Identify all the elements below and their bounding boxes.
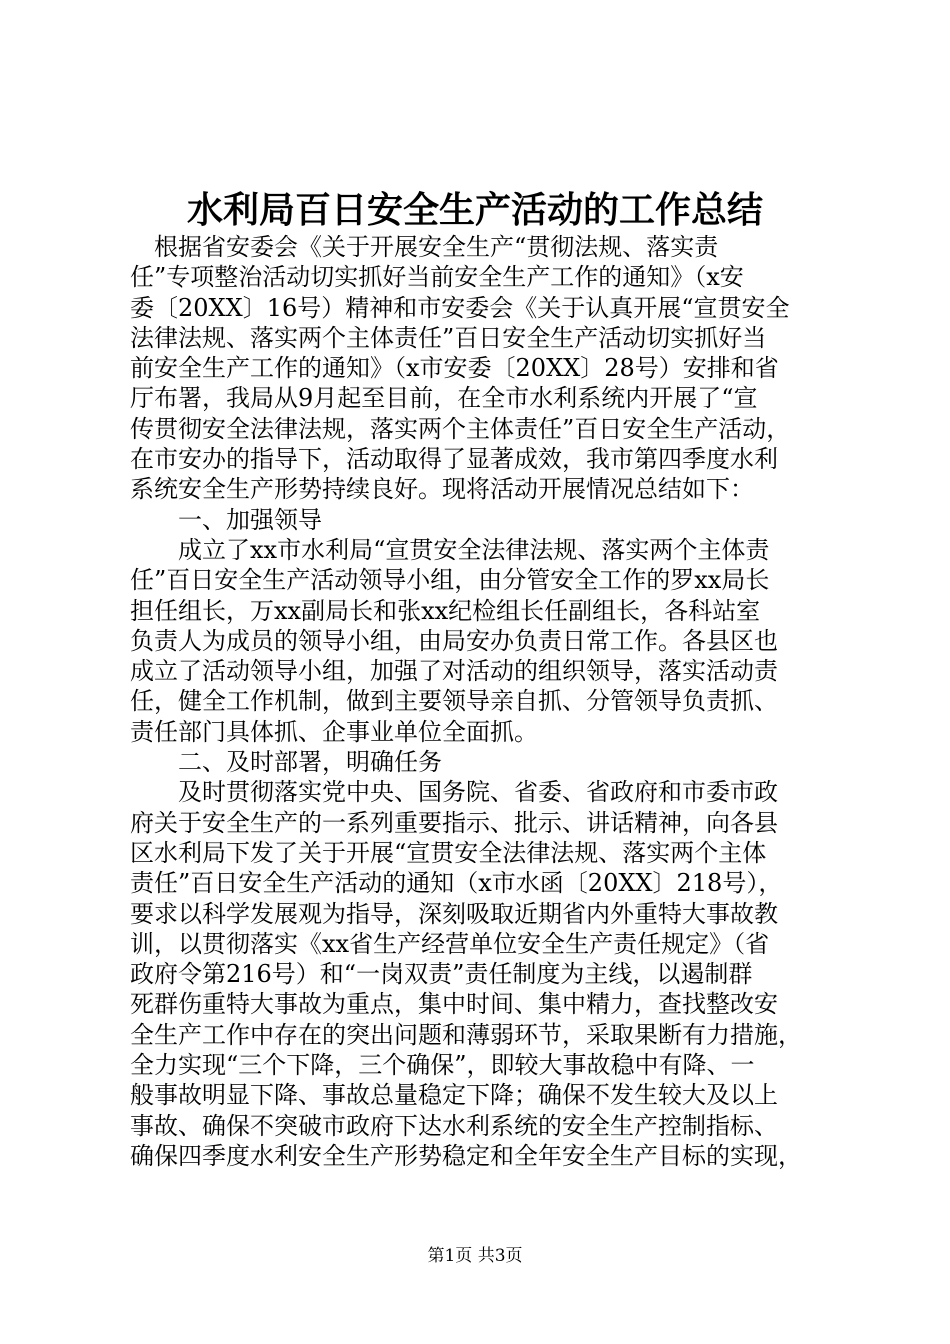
text-line: 根据省安委会《关于开展安全生产“贯彻法规、落实责 xyxy=(130,233,719,261)
text-line: 任”专项整治活动切实抓好当前安全生产工作的通知》（x安 xyxy=(130,263,744,292)
text-line: 前安全生产工作的通知》（x市安委〔20XX〕28号）安排和省 xyxy=(130,354,779,383)
text-line: 负责人为成员的领导小组，由局安办负责日常工作。各县区也 xyxy=(130,626,778,655)
text-line: 成立了活动领导小组，加强了对活动的组织领导，落实活动责 xyxy=(130,657,778,686)
text-line: 区水利局下发了关于开展“宣贯安全法律法规、落实两个主体 xyxy=(130,838,767,867)
text-line: 厅布署，我局从9月起至目前，在全市水利系统内开展了“宣 xyxy=(130,384,758,413)
text-line: 政府令第216号）和“一岗双责”责任制度为主线，以遏制群 xyxy=(130,960,753,989)
text-line: 事故、确保不突破市政府下达水利系统的安全生产控制指标、 xyxy=(130,1111,778,1140)
text-line: 般事故明显下降、事故总量稳定下降；确保不发生较大及以上 xyxy=(130,1081,778,1110)
text-line: 训，以贯彻落实《xx省生产经营单位安全生产责任规定》（省 xyxy=(130,929,770,958)
section-heading: 一、加强领导 xyxy=(130,505,322,534)
document-body xyxy=(130,232,830,1171)
text-line: 府关于安全生产的一系列重要指示、批示、讲话精神，向各县 xyxy=(130,808,778,837)
text-line: 传贯彻安全法律法规，落实两个主体责任”百日安全生产活动， xyxy=(130,414,791,443)
page-number-footer: 第1页 共3页 xyxy=(427,1246,523,1266)
text-line: 法律法规、落实两个主体责任”百日安全生产活动切实抓好当 xyxy=(130,323,767,352)
text-line: 任”百日安全生产活动领导小组，由分管安全工作的罗xx局长 xyxy=(130,566,770,595)
text-line: 责任部门具体抓、企事业单位全面抓。 xyxy=(130,717,538,746)
text-line: 任，健全工作机制，做到主要领导亲自抓、分管领导负责抓、 xyxy=(130,687,778,716)
text-line: 确保四季度水利安全生产形势稳定和全年安全生产目标的实现， xyxy=(130,1141,802,1170)
text-line: 委〔20XX〕16号）精神和市安委会《关于认真开展“宣贯安全 xyxy=(130,293,790,322)
text-line: 在市安办的指导下，活动取得了显著成效，我市第四季度水利 xyxy=(130,445,778,474)
text-line: 要求以科学发展观为指导，深刻吸取近期省内外重特大事故教 xyxy=(130,899,778,928)
text-line: 死群伤重特大事故为重点，集中时间、集中精力，查找整改安 xyxy=(130,990,778,1019)
text-line: 全力实现“三个下降，三个确保”，即较大事故稳中有降、一 xyxy=(130,1051,755,1080)
text-line: 及时贯彻落实党中央、国务院、省委、省政府和市委市政 xyxy=(130,778,778,807)
document-title: 水利局百日安全生产活动的工作总结 xyxy=(186,189,763,231)
text-line: 系统安全生产形势持续良好。现将活动开展情况总结如下： xyxy=(130,475,754,504)
text-line: 担任组长，万xx副局长和张xx纪检组长任副组长，各科站室 xyxy=(130,596,761,625)
text-line: 成立了xx市水利局“宣贯安全法律法规、落实两个主体责 xyxy=(130,535,770,564)
text-line: 全生产工作中存在的突出问题和薄弱环节，采取果断有力措施， xyxy=(130,1020,802,1049)
text-line: 责任”百日安全生产活动的通知（x市水函〔20XX〕218号）， xyxy=(130,869,783,898)
section-heading: 二、及时部署，明确任务 xyxy=(130,748,442,777)
